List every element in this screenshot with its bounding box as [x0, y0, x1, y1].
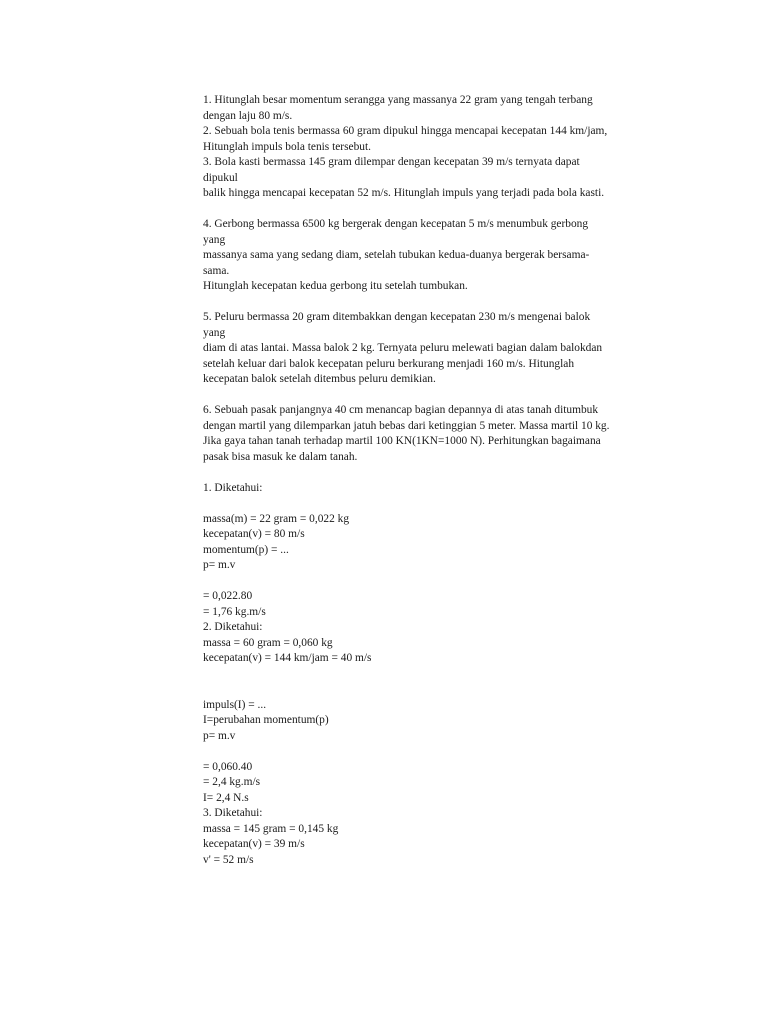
text-line: momentum(p) = ... [203, 543, 289, 556]
text-line: Hitunglah impuls bola tenis tersebut. [203, 140, 371, 153]
text-line: massa = 145 gram = 0,145 kg [203, 822, 339, 835]
text-line: I= 2,4 N.s [203, 791, 249, 804]
blank-line [203, 388, 663, 404]
text-line: dipukul [203, 171, 238, 184]
blank-line [203, 574, 663, 590]
text-line: = 0,022.80 [203, 590, 253, 602]
blank-line [203, 682, 663, 698]
blank-line [203, 496, 663, 512]
text-line: pasak bisa masuk ke dalam tanah. [203, 450, 358, 463]
text-line: massanya sama yang sedang diam, setelah tubukan kedua-duanya bergerak bersama- [203, 249, 590, 261]
text-line: 2. Diketahui: [203, 621, 263, 633]
text-line: 5. Peluru bermassa 20 gram ditembakkan dengan kecepatan 230 m/s mengenai balok [203, 311, 591, 323]
text-line: diam di atas lantai. Massa balok 2 kg. Ternyata peluru melewati bagian dalam balokdan [203, 342, 603, 354]
blank-line [203, 465, 663, 481]
text-line: yang [203, 326, 226, 339]
text-line: impuls(I) = ... [203, 698, 267, 711]
text-line: 2. Sebuah bola tenis bermassa 60 gram dipukul hingga mencapai kecepatan 144 km/jam, [203, 125, 608, 137]
text-line: = 0,060.40 [203, 760, 253, 773]
document-page [203, 93, 663, 868]
text-line: 3. Diketahui: [203, 807, 263, 819]
text-line: v' = 52 m/s [203, 853, 254, 866]
text-line: 4. Gerbong bermassa 6500 kg bergerak dengan kecepatan 5 m/s menumbuk gerbong [203, 218, 589, 230]
text-line: 1. Diketahui: [203, 481, 263, 494]
blank-line [203, 295, 663, 311]
text-line: = 1,76 kg.m/s [203, 605, 266, 618]
text-line: balik hingga mencapai kecepatan 52 m/s. Hitunglah impuls yang terjadi pada bola kasti. [203, 187, 605, 199]
text-line: 6. Sebuah pasak panjangnya 40 cm menancap bagian depannya di atas tanah ditumbuk [203, 404, 599, 416]
text-line: massa(m) = 22 gram = 0,022 kg [203, 512, 350, 525]
text-line: p= m.v [203, 559, 236, 571]
text-line: Jika gaya tahan tanah terhadap martil 100 KN(1KN=1000 N). Perhitungkan bagaimana [203, 435, 601, 447]
text-line: dengan martil yang dilemparkan jatuh bebas dari ketinggian 5 meter. Massa martil 10 kg. [203, 419, 610, 432]
text-line: sama. [203, 264, 230, 277]
text-line: yang [203, 233, 226, 246]
text-line: dengan laju 80 m/s. [203, 109, 293, 122]
text-line: p= m.v [203, 729, 236, 742]
text-line: kecepatan(v) = 39 m/s [203, 838, 305, 850]
text-line: massa = 60 gram = 0,060 kg [203, 636, 333, 649]
text-line: setelah keluar dari balok kecepatan peluru berkurang menjadi 160 m/s. Hitunglah [203, 357, 575, 370]
text-line: I=perubahan momentum(p) [203, 714, 329, 726]
text-line: kecepatan(v) = 144 km/jam = 40 m/s [203, 652, 372, 664]
text-line: = 2,4 kg.m/s [203, 776, 261, 788]
text-line: kecepatan balok setelah ditembus peluru demikian. [203, 373, 436, 385]
blank-line [203, 202, 663, 218]
text-line: Hitunglah kecepatan kedua gerbong itu setelah tumbukan. [203, 280, 468, 292]
blank-line [203, 667, 663, 683]
text-line: 1. Hitunglah besar momentum serangga yang massanya 22 gram yang tengah terbang [203, 94, 593, 106]
text-line: kecepatan(v) = 80 m/s [203, 528, 305, 540]
text-line: 3. Bola kasti bermassa 145 gram dilempar dengan kecepatan 39 m/s ternyata dapat [203, 156, 580, 168]
blank-line [203, 744, 663, 760]
